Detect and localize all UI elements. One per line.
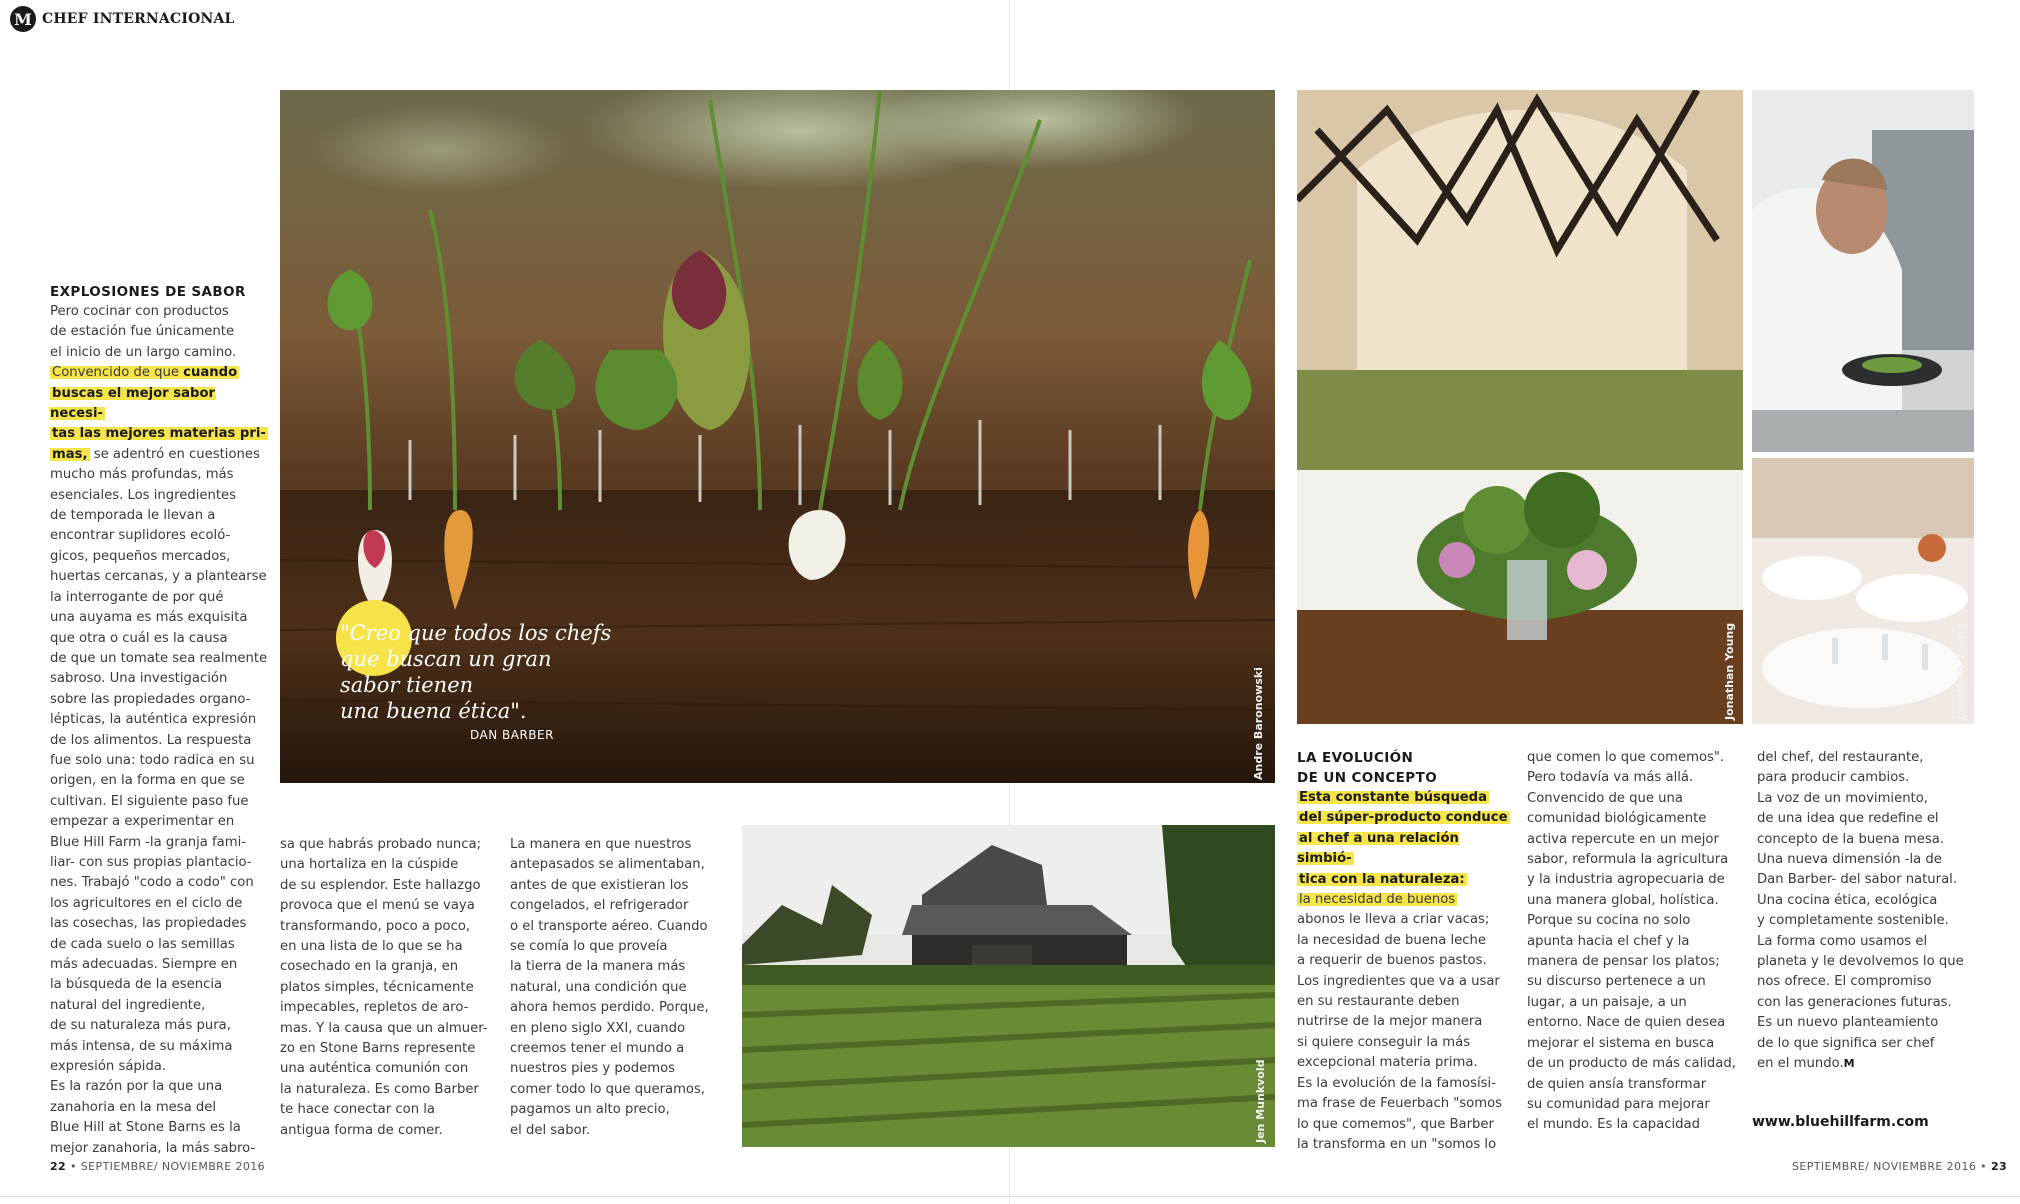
- quote-author: DAN BARBER: [470, 728, 554, 742]
- col2-body: sa que habrás probado nunca; una hortaliza en la cúspide de su esplendor. Este hallazgo provoca que el menú se vaya transformando, poco a poco, en una lista de lo que se ha cosechado en la granja, en platos simples, técnicamente impecables, repletos de aro- mas. Y la causa que un almuer- zo en Stone Barns represente una auténtica comunión con la naturaleza. Es como Barber te hace conectar con la antigua forma de comer.: [280, 837, 488, 1138]
- hl-bold-line-3: tas las mejores materias pri-: [52, 426, 266, 442]
- col3-body: La manera en que nuestros antepasados se alimentaban, antes de que existieran los congelados, el refrigerador o el transporte aéreo. Cuando se comía lo que proveía la tierra de la manera más natural, una condición que ahora hemos perdido. Porque, en pleno siglo XXI, cuando creemos tener el mundo a nuestros pies y podemos comer todo lo que queramos, pagamos un alto precio, el del sabor.: [510, 837, 709, 1138]
- photo-credit-vegetables: Andre Baronowski: [1252, 667, 1265, 780]
- section-title: CHEF INTERNACIONAL: [42, 11, 235, 27]
- col1-intro: Pero cocinar con productos de estación fue únicamente el inicio de un largo camino.: [50, 304, 237, 360]
- col5-body: que comen lo que comemos". Pero todavía va más allá. Convencido de que una comunidad biológicamente activa repercute en un mejor sabor, reformula la agricultura y la industria agropecuaria de una manera global, holística. Porque su cocina no solo apunta hacia el chef y la manera de pensar los platos; su discurso pertenece a un lugar, a un paisaje, a un entorno. Nace de quien desea mejorar el sistema en busca de un producto de más calidad, de quien ansía transformar su comunidad para mejorar el mundo. Es la capacidad: [1527, 750, 1736, 1133]
- subheading-evolucion-1: LA EVOLUCIÓN: [1297, 750, 1414, 766]
- col4-hl-line-3: al chef a una relación simbió-: [1297, 830, 1459, 867]
- text-column-3: [510, 835, 725, 1141]
- page-number-left: 22: [50, 1160, 67, 1173]
- footer-right: SEPTIEMBRE/ NOVIEMBRE 2016 • 23: [1792, 1160, 2008, 1173]
- quote-text: "Creo que todos los chefs que buscan un gran sabor tienen una buena ética".: [340, 621, 612, 723]
- photo-credit-table: Jonathan Young: [1954, 622, 1967, 720]
- col4-hl-line-1: Esta constante búsqueda: [1299, 790, 1487, 805]
- subheading-explosiones: EXPLOSIONES DE SABOR: [50, 284, 246, 300]
- issue-date-left: SEPTIEMBRE/ NOVIEMBRE 2016: [80, 1160, 266, 1173]
- text-column-6: [1757, 748, 1977, 1075]
- table-setting-photo: [1752, 458, 1974, 724]
- magazine-logo: M: [10, 6, 36, 32]
- photo-credit-dining: Jonathan Young: [1723, 622, 1736, 720]
- pull-quote: [340, 620, 660, 742]
- col4-hl-plain: la necesidad de buenos: [1299, 892, 1456, 908]
- section-header: [10, 4, 235, 34]
- chef-photo: [1752, 90, 1974, 452]
- text-column-4: [1297, 748, 1512, 1155]
- col1-highlight: [50, 363, 272, 1159]
- photo-credit-farm: Jen Munkvold: [1254, 1059, 1267, 1143]
- footer-left: 22 • SEPTIEMBRE/ NOVIEMBRE 2016: [50, 1160, 266, 1173]
- text-column-1: [50, 282, 272, 1159]
- hl-bold-line-2: buscas el mejor sabor necesi-: [50, 385, 216, 422]
- issue-date-right: SEPTIEMBRE/ NOVIEMBRE 2016: [1792, 1160, 1977, 1173]
- hl-bold-line-4: mas,: [52, 446, 88, 462]
- page-number-right: 23: [1990, 1160, 2008, 1173]
- text-column-5: [1527, 748, 1742, 1136]
- col6-text: del chef, del restaurante, para producir cambios. La voz de un movimiento, de una idea que redefine el concepto de la buena mesa. Una nueva dimensión -la de Dan Barber- del sabor natural. Una cocina ética, ecológica y completamente sostenible. La forma como usamos el planeta y le devolvemos lo que nos ofrece. El compromiso con las generaciones futuras. Es un nuevo planteamiento de lo que significa ser chef en el mundo.: [1757, 750, 1964, 1072]
- table-illustration: [1752, 458, 1974, 724]
- subheading-evolucion-2: DE UN CONCEPTO: [1297, 770, 1438, 786]
- end-mark: M: [1843, 1057, 1855, 1071]
- col4-hl-line-4: tica con la naturaleza:: [1299, 871, 1465, 887]
- farm-illustration: [742, 825, 1275, 1147]
- hl-bold-text: cuando: [183, 365, 238, 381]
- dining-room-photo: [1297, 90, 1743, 724]
- col4-hl-line-2: del súper-producto conduce: [1299, 810, 1508, 826]
- col4-body: abonos le lleva a criar vacas; la necesidad de buena leche a requerir de buenos pastos. Los ingredientes que va a usar en su restaurante deben nutrirse de la mejor manera si quiere conseguir la más excepcional materia prima. Es la evolución de la famosísi- ma frase de Feuerbach "somos lo que comemos", que Barber la transforma en un "somos lo: [1297, 912, 1503, 1152]
- hl-plain-text: Convencido de que: [52, 365, 184, 381]
- page-bottom-line: [0, 1196, 2020, 1197]
- website-link[interactable]: www.bluehillfarm.com: [1752, 1114, 1929, 1130]
- chef-illustration: [1752, 90, 1974, 452]
- col6-body: [1757, 748, 1977, 1075]
- text-column-2: [280, 835, 495, 1141]
- col1-body: se adentró en cuestiones mucho más profundas, más esenciales. Los ingredientes de temporada le llevan a encontrar suplidores ecoló- gicos, pequeños mercados, huertas cercanas, y a plantearse la interrogante de por qué una auyama es más exquisita que otra o cuál es la causa de que un tomate sea realmente sabroso. Una investigación sobre las propiedades organo- lépticas, la auténtica expresión de los alimentos. La respuesta fue solo una: todo radica en su origen, en la forma en que se cultivan. El siguiente paso fue empezar a experimentar en Blue Hill Farm -la granja fami- liar- con sus propias plantacio- nes. Trabajó "codo a codo" con los agricultores en el ciclo de las cosechas, las propiedades de cada suelo o las semillas más adecuadas. Siempre en la búsqueda de la esencia natural del ingrediente, de su naturaleza más pura, más intensa, de su máxima expresión sápida. Es la razón por la que una zanahoria en la mesa del Blue Hill at Stone Barns es la mejor zanahoria, la más sabro-: [50, 446, 268, 1156]
- farm-photo: [742, 825, 1275, 1147]
- dining-room-illustration: [1297, 90, 1743, 724]
